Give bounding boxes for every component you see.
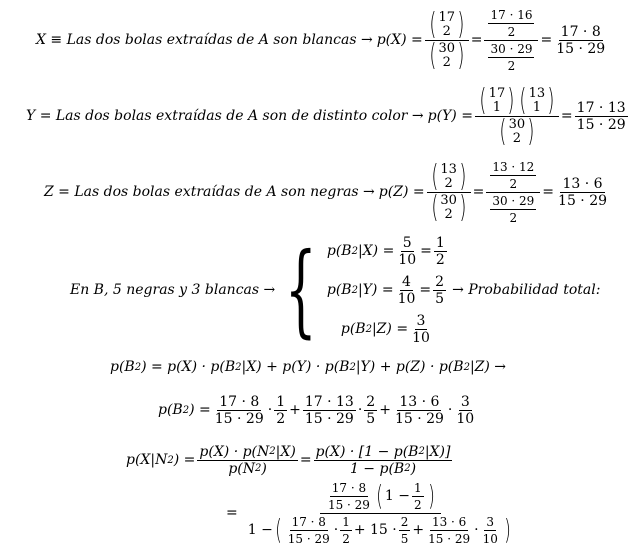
cases-rhs: → Probabilidad total: (452, 282, 601, 298)
binomial: ( 30 2 ) (429, 37, 465, 73)
frac-num: 17 · 16 (490, 7, 533, 22)
fraction (213, 394, 266, 427)
binom-k: 2 (442, 23, 451, 39)
binomial: ( 30 2 ) (430, 189, 467, 225)
frac-num: 13 · 12 (492, 159, 535, 174)
frac-den: 2 (509, 176, 518, 191)
binomial: ( 17 2 ) (429, 6, 465, 42)
subscript: 2 (349, 361, 356, 373)
frac-num-text: p(X) · [1 − p(B (315, 443, 419, 460)
subscript: 2 (255, 462, 262, 474)
frac-den: 5 (435, 290, 445, 307)
frac-den: 2 (276, 410, 286, 427)
frac-den: 2 (507, 24, 516, 39)
cases-lhs: En B, 5 negras y 3 blancas → (70, 282, 276, 298)
frac-num: 17 · 8 (331, 480, 367, 495)
text-segment: p(X|N (126, 452, 168, 468)
fraction (364, 394, 377, 427)
fraction-final: $\frac{17 \cdot 8}{15 \cdot 29}$ ( 1 − $\frac{1}{2}$ ) 1 − ( $\frac{17 \cdot 8}{15 \cdot 29}$ · $\frac{1}{2}$ + 15 · $\frac{2}{5}$ + $\frac{13 \cdot 6}{15 \cdot 29}$ · $\frac{3}{10}$ ) (247, 479, 511, 546)
fraction (433, 274, 446, 307)
frac-num: 3 (416, 312, 426, 329)
text-segment: 1 − (247, 522, 273, 538)
frac-num: 1 (435, 234, 445, 251)
frac-num: 13 · 6 (431, 514, 467, 529)
fraction (393, 394, 446, 427)
frac-den: 5 (366, 410, 376, 427)
fraction (481, 514, 500, 547)
text-segment: ) = (189, 402, 211, 418)
frac-num-text: |X)] (424, 443, 451, 460)
frac-num: 13 · 6 (399, 393, 440, 410)
frac-den: 5 (400, 531, 409, 546)
fraction (286, 514, 332, 547)
case-lhs: p(B (326, 282, 352, 298)
fraction (454, 394, 476, 427)
binom-n: 13 (528, 85, 546, 101)
fraction (434, 235, 447, 268)
frac-num: 1 (342, 514, 350, 529)
binomial: ( 30 2 ) (499, 113, 535, 149)
frac-num: 3 (486, 514, 495, 529)
case-rest: |Y) = (357, 282, 394, 298)
fraction (410, 313, 432, 346)
equation-x-p: p(X) = (376, 32, 423, 48)
binom-n: 13 (440, 161, 457, 177)
subscript: 2 (134, 361, 142, 373)
fraction (396, 274, 418, 307)
frac-den: 10 (398, 251, 417, 268)
text-segment: |Z) → (469, 359, 507, 375)
frac-den: 15 · 29 (576, 116, 626, 133)
text-segment: + 15 · (353, 522, 397, 538)
case-lhs: p(B (340, 321, 366, 337)
equation-total-probability (110, 356, 506, 378)
frac-den: 10 (456, 410, 475, 427)
subscript: 2 (235, 361, 242, 373)
frac-den: 15 · 29 (214, 410, 264, 427)
text-segment: ) = (173, 452, 196, 468)
text-segment: 1 − (384, 488, 410, 504)
equation-pb2: p(B 2 ) = $\frac{17 \cdot 8}{15 \cdot 29}$ · $\frac{1}{2}$ + $\frac{17 \cdot 13}{15 \cdot 29}$ · $\frac{2}{5}$ + $\frac{13 \cdot 6}{15 \cdot 29}$ · $\frac{3}{10}$ (158, 393, 475, 427)
frac-den: 15 · 29 (287, 531, 330, 546)
frac-den: 2 (435, 251, 445, 268)
fraction (340, 514, 352, 547)
equation-x-lhs: X ≡ Las dos bolas extraídas de A son blancas → (36, 32, 373, 48)
frac-num: 30 · 29 (490, 41, 533, 56)
cases-list (327, 235, 601, 346)
text-segment: ) = p(X) · p(B (141, 359, 236, 375)
subscript: 2 (167, 454, 174, 466)
case-y: p(B 2 |Y) = $\frac{4}{10}$ = $\frac{2}{5}$ → Probabilidad total: (326, 273, 601, 307)
frac-den: 2 (509, 210, 518, 225)
text-segment: p(B (158, 402, 183, 418)
subscript: 2 (418, 445, 425, 457)
frac-num-text: |X) (275, 443, 296, 460)
fraction (399, 514, 411, 547)
binom-n: 17 (488, 85, 506, 101)
equation-z-lhs: Z = Las dos bolas extraídas de A son negras → (44, 184, 375, 200)
binomial: ( 13 2 ) (430, 158, 467, 194)
case-lhs: p(B (326, 243, 352, 259)
frac-num: 3 (460, 393, 470, 410)
fraction (412, 480, 424, 513)
subscript: 2 (182, 404, 190, 416)
frac-num-text: p(X) · p(N (199, 443, 270, 460)
fraction-compound (484, 7, 538, 74)
subscript: 2 (463, 361, 470, 373)
fraction-compound (486, 159, 540, 226)
frac-den-text: ) (410, 460, 417, 477)
frac-num: 2 (400, 514, 409, 529)
binomial: ( 13 1 ) (519, 82, 555, 118)
frac-num: 30 · 29 (492, 193, 535, 208)
binom-k: 2 (444, 175, 453, 191)
frac-den: 2 (413, 497, 422, 512)
equation-y-lhs: Y = Las dos bolas extraídas de A son de distinto color → (26, 108, 424, 124)
frac-num: 17 · 8 (560, 23, 601, 40)
frac-num: 13 · 6 (562, 175, 603, 192)
frac-num: 17 · 13 (304, 393, 354, 410)
case-z (341, 313, 601, 346)
fraction-binomial (425, 6, 469, 73)
binom-n: 30 (508, 116, 526, 132)
frac-num: 1 (276, 393, 286, 410)
fraction (426, 514, 472, 547)
equation-y-p: p(Y) = (427, 108, 473, 124)
text-segment: |X) + p(Y) · p(B (241, 359, 350, 375)
fraction (303, 394, 356, 427)
case-rest: |Z) = (371, 321, 409, 337)
subscript: 2 (365, 323, 372, 335)
fraction (274, 394, 287, 427)
frac-den: 15 · 29 (428, 531, 471, 546)
frac-den: 15 · 29 (394, 410, 444, 427)
frac-num: 2 (435, 273, 445, 290)
equation-b-cases (70, 231, 601, 348)
frac-num: 17 · 8 (219, 393, 260, 410)
subscript: 2 (269, 445, 276, 457)
equation-bayes: p(X|N 2 ) = p(X) · p(N 2 |X) p(N 2 ) = p(X) · [1 − p(B 2 |X)] 1 − p(B 2 ) (126, 443, 451, 477)
frac-den: 2 (342, 531, 350, 546)
left-brace: { (285, 231, 317, 348)
frac-den: 15 · 29 (556, 40, 606, 57)
binom-k: 1 (532, 99, 542, 115)
frac-den: 10 (482, 531, 498, 546)
binom-k: 1 (492, 99, 502, 115)
fraction (326, 480, 372, 513)
text-segment: |Y) + p(Z) · p(B (355, 359, 464, 375)
frac-num: 5 (402, 234, 412, 251)
binom-n: 17 (438, 9, 456, 25)
equals-sign: = (226, 505, 238, 521)
equation-x: X ≡ Las dos bolas extraídas de A son blancas → p(X) = ( 17 2 ) ( 30 2 ) = $\frac{\frac{17 \cdot 16}{2}}{\frac{30 \cdot 29}{2}}$ = $\frac{17 \cdot 8}{15 \cdot 29}$ (36, 6, 606, 73)
equation-z: Z = Las dos bolas extraídas de A son negras → p(Z) = ( 13 2 ) ( 30 2 ) = $\frac{\frac{13 \cdot 12}{2}}{\frac{30 \cdot 29}{2}}$ = $\frac{13 \cdot 6}{15 \cdot 29}$ (44, 158, 608, 225)
binom-n: 30 (440, 192, 457, 208)
fraction-binomial (475, 82, 559, 149)
fraction-binomial (427, 158, 471, 225)
fraction (556, 176, 609, 209)
frac-den: 10 (412, 329, 430, 346)
text-segment: p(B (110, 359, 135, 375)
frac-num: 4 (402, 273, 411, 290)
frac-den: 10 (397, 290, 416, 307)
frac-den: 15 · 29 (327, 497, 370, 512)
binom-k: 2 (442, 54, 451, 70)
frac-den-text: ) (261, 460, 267, 477)
frac-den: 15 · 29 (304, 410, 354, 427)
subscript: 2 (404, 462, 411, 474)
frac-num: 1 (413, 480, 422, 495)
frac-num: 17 · 13 (576, 99, 626, 116)
equation-z-p: p(Z) = (378, 184, 425, 200)
subscript: 2 (351, 245, 358, 257)
binom-k: 2 (444, 206, 453, 222)
frac-den-text: 1 − p(B (349, 460, 405, 477)
fraction (396, 235, 418, 268)
equation-y: Y = Las dos bolas extraídas de A son de distinto color → p(Y) = ( 17 1 ) ( 13 1 ) ( 30 2 ) = $\frac{17 \cdot 13}{15 \cdot 29}$ (26, 82, 626, 149)
case-rest: |X) = (357, 243, 395, 259)
subscript: 2 (351, 284, 358, 296)
fraction (197, 444, 297, 477)
frac-num: 2 (366, 393, 376, 410)
frac-num: 17 · 8 (291, 514, 326, 529)
frac-den: 15 · 29 (558, 192, 608, 209)
binom-k: 2 (512, 130, 522, 146)
frac-den-text: p(N (228, 460, 256, 477)
fraction (314, 444, 453, 477)
equation-final (226, 479, 519, 546)
binomial: ( 17 1 ) (479, 82, 515, 118)
binom-n: 30 (438, 40, 456, 56)
case-x: p(B 2 |X) = $\frac{5}{10}$ = $\frac{1}{2}$ (326, 234, 445, 268)
fraction (554, 24, 607, 57)
fraction (575, 100, 628, 133)
frac-den: 2 (507, 58, 516, 73)
